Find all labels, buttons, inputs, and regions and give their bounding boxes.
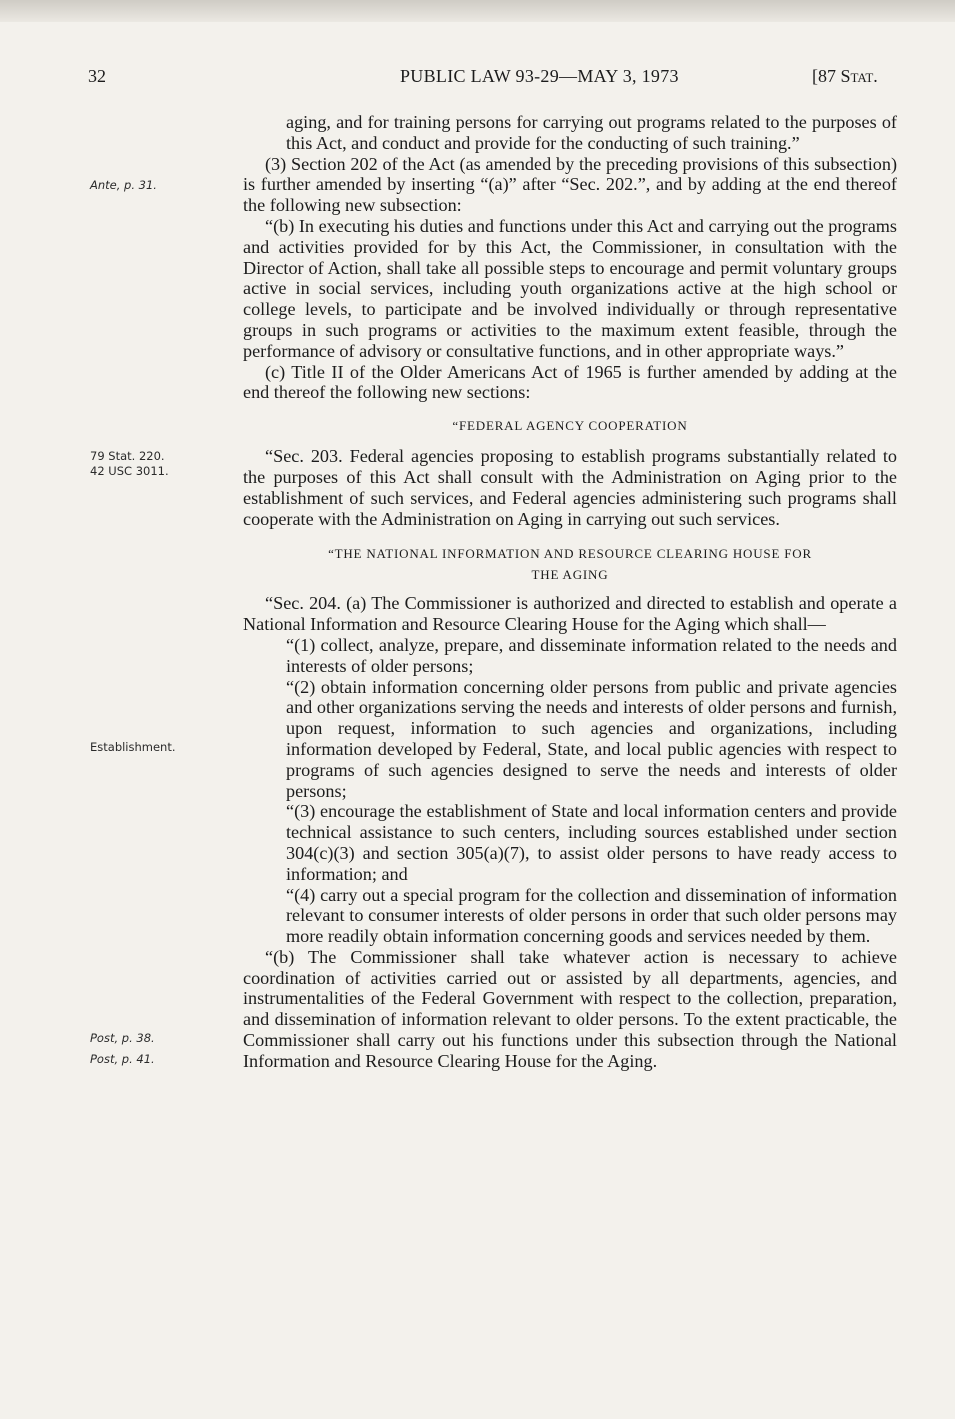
margin-note-stat-220: 79 Stat. 220. <box>90 449 165 463</box>
margin-note-usc-3011: 42 USC 3011. <box>90 464 169 478</box>
paragraph-sec-204: “Sec. 204. (a) The Commissioner is authorized and directed to establish and operate a National Information and Resource Clearing House for the Aging which shall— <box>243 593 897 635</box>
heading-clearing-house <box>243 543 897 585</box>
document-body <box>243 112 897 1072</box>
paragraph-sec-203: “Sec. 203. Federal agencies proposing to establish programs substantially related to the purposes of this Act shall consult with the Administration on Aging prior to the establishment of such services, and Federal agencies administering such programs shall cooperate with the Administration on Aging in carrying out such services. <box>243 446 897 529</box>
margin-note-post-41-text: Post, p. 41. <box>90 1052 155 1066</box>
margin-note-establishment: Establishment. <box>90 740 176 754</box>
paragraph-section-202-amend: (3) Section 202 of the Act (as amended by the preceding provisions of this subsection) is further amended by inserting “(a)” after “Sec. 202.”, and by adding at the end thereof the following new subsection: <box>243 153 897 216</box>
paragraph-sec-204-b: “(b) The Commissioner shall take whatever action is necessary to achieve coordination of activities carried out or assisted by all departments, agencies, and instrumentalities of the Federal Government with respect to the collection, preparation, and dissemination of information relevant to older persons. To the extent practicable, the Commissioner shall carry out his functions under this subsection through the National Information and Resource Clearing House for the Aging. <box>243 946 897 1071</box>
page-header <box>0 66 955 92</box>
margin-note-post-38 <box>90 1031 232 1046</box>
margin-note-post-38-text: Post, p. 38. <box>90 1031 155 1045</box>
heading-federal-agency-cooperation: “FEDERAL AGENCY COOPERATION <box>452 418 688 434</box>
list-item-4: “(4) carry out a special program for the collection and dissemination of information relevant to consumer interests of older persons in order that such older persons may more readily obtain information concerning goods and services needed by them. <box>286 884 897 947</box>
statute-reference: [87 Stat. <box>812 66 878 86</box>
margin-note-ante <box>90 178 232 193</box>
margin-note-post-41 <box>90 1052 232 1067</box>
heading-clearing-house-line1: “THE NATIONAL INFORMATION AND RESOURCE CLEARING HOUSE FOR <box>328 546 812 562</box>
list-item-2: “(2) obtain information concerning older persons from public and private agencies and other organizations serving the needs and interests of older persons and furnish, upon request, information to such agencies and organizations, including information developed by Federal, State, and local public agencies with respect to programs of such agencies designed to serve the needs and interests of older persons; <box>286 676 897 801</box>
running-head: PUBLIC LAW 93-29—MAY 3, 1973 <box>400 66 679 86</box>
list-item-3: “(3) encourage the establishment of State and local information centers and provide technical assistance to such centers, including sources established under section 304(c)(3) and section 305(a)(7), to assist older persons to have ready access to information; and <box>286 801 897 884</box>
heading-clearing-house-line2: THE AGING <box>531 567 609 583</box>
paragraph-subsection-b: “(b) In executing his duties and functions under this Act and carrying out the programs and activities provided for by this Act, the Commissioner, in consultation with the Director of Action, shall take all possible steps to encourage and permit voluntary groups active in social services, including youth organizations active at the high school or college levels, to participate and be involved individually or through representative groups in such programs or activities to the maximum extent feasible, through the performance of advisory or consultative functions, and in other appropriate ways.” <box>243 215 897 361</box>
page-number: 32 <box>88 66 106 86</box>
paragraph-aging-training: aging, and for training persons for carrying out programs related to the purposes of this Act, and conduct and provide for the conducting of such training.” <box>286 112 897 153</box>
paragraph-title-ii: (c) Title II of the Older Americans Act of 1965 is further amended by adding at the end thereof the following new sections: <box>243 361 897 403</box>
scan-edge <box>0 0 955 22</box>
margin-note-stat <box>90 449 232 479</box>
margin-note-ante-text: Ante, p. 31. <box>90 178 157 192</box>
list-item-1: “(1) collect, analyze, prepare, and disseminate information related to the needs and interests of older persons; <box>286 634 897 676</box>
